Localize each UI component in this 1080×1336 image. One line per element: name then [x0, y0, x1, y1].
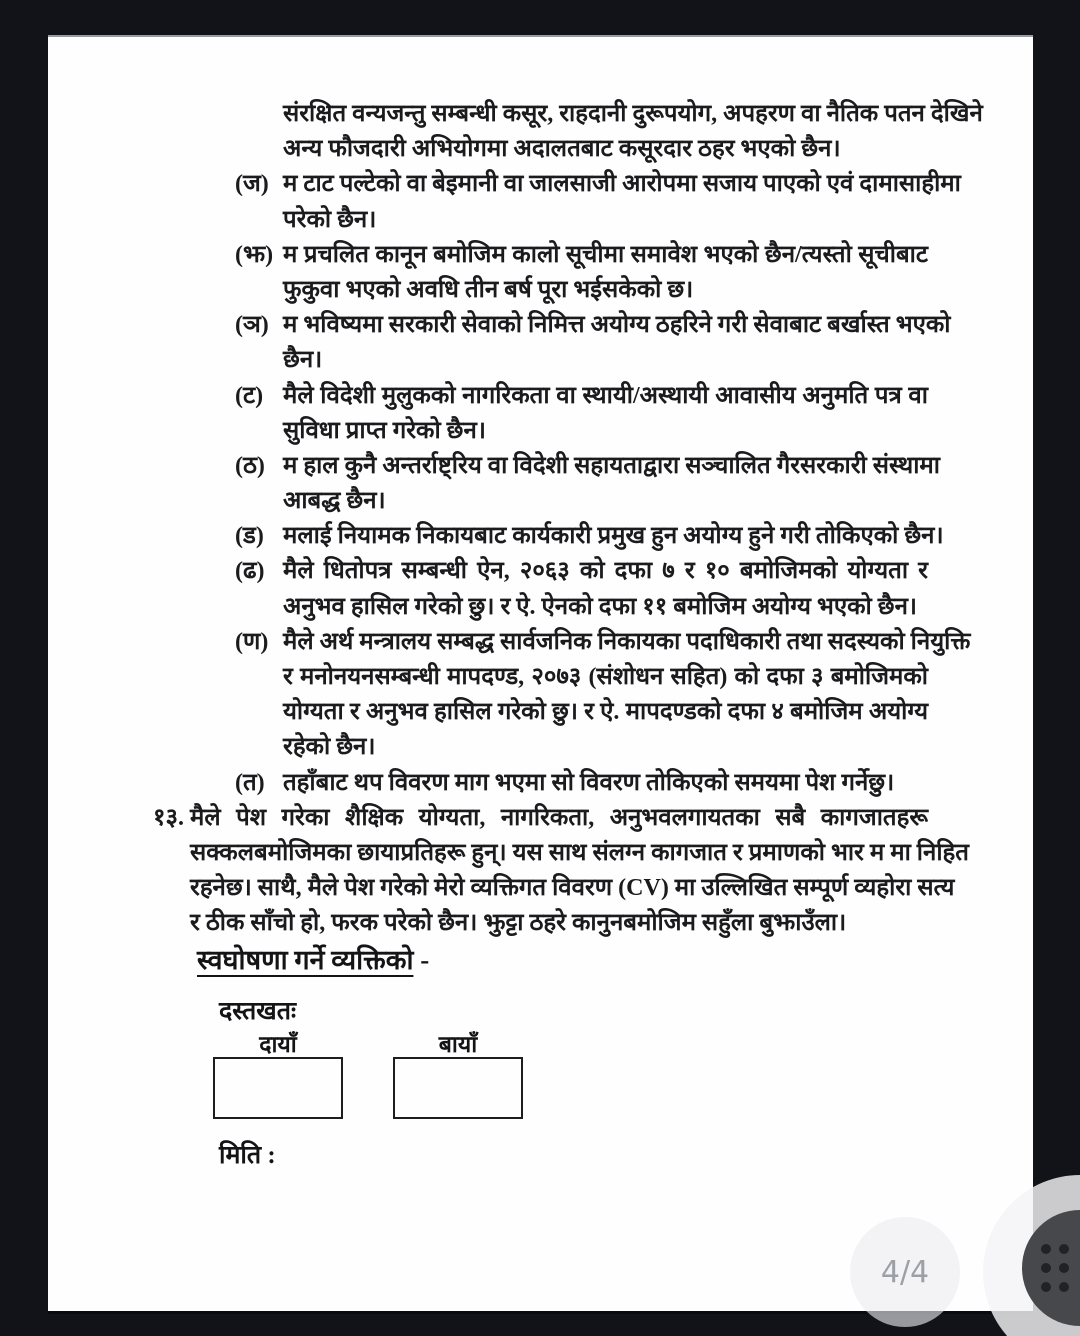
left-thumb-box [393, 1057, 523, 1119]
document-line: अनुभव हासिल गरेको छु। र ऐ. ऐनको दफा ११ बमोजिम अयोग्य भएको छैन। [283, 593, 918, 620]
page-indicator-badge [850, 1217, 960, 1327]
document-line: रहेको छैन। [283, 734, 376, 761]
document-line: (ण) मैले अर्थ मन्त्रालय सम्बद्ध सार्वजनिक निकायका पदाधिकारी तथा सदस्यको नियुक्ति [283, 625, 928, 660]
document-line: आबद्ध छैन। [283, 488, 386, 515]
document-lines [153, 97, 983, 942]
document-line: रहनेछ। साथै, मैले पेश गरेको मेरो व्यक्तिगत विवरण (CV) मा उल्लिखित सम्पूर्ण व्यहोरा सत्य [190, 875, 955, 902]
document-line: (ठ) म हाल कुनै अन्तर्राष्ट्रिय वा विदेशी सहायताद्वारा सञ्चालित गैरसरकारी संस्थामा [283, 449, 928, 484]
item-label: १३. [153, 804, 184, 831]
document-line: फुकुवा भएको अवधि तीन बर्ष पूरा भईसकेको छ। [283, 276, 694, 303]
document-line: (ज) म टाट पल्टेको वा बेइमानी वा जालसाजी आरोपमा सजाय पाएको एवं दामासाहीमा [283, 167, 928, 202]
document-line: १३. मैले पेश गरेका शैक्षिक योग्यता, नागरिकता, अनुभवलगायतका सबै कागजातहरू [190, 801, 928, 836]
item-label: (ड) [235, 523, 264, 550]
item-label: (ज) [235, 171, 269, 198]
declaration-heading-dash: - [420, 945, 430, 975]
document-line: छैन। [283, 347, 323, 374]
item-label: (त) [235, 769, 265, 796]
right-thumb-label: दायाँ [259, 1032, 297, 1057]
item-label: (ट) [235, 382, 264, 409]
document-line: अन्य फौजदारी अभियोगमा अदालतबाट कसूरदार ठहर भएको छैन। [283, 136, 841, 163]
item-label: (ण) [235, 628, 269, 655]
document-line: (ड) मलाई नियामक निकायबाट कार्यकारी प्रमुख हुन अयोग्य हुने गरी तोकिएको छैन। [283, 519, 928, 554]
document-line: (ढ) मैले धितोपत्र सम्बन्धी ऐन, २०६३ को दफा ७ र १० बमोजिमको योग्यता र [283, 554, 928, 589]
signature-caption: दस्तखतः [219, 998, 297, 1025]
document-line: सक्कलबमोजिमका छायाप्रतिहरू हुन्। यस साथ संलग्न कागजात र प्रमाणको भार म मा निहित [190, 839, 969, 866]
document-line: परेको छैन। [283, 206, 377, 233]
item-label: (झ) [235, 241, 274, 268]
date-label: मिति : [219, 1142, 276, 1169]
document-line: (झ) म प्रचलित कानून बमोजिम कालो सूचीमा समावेश भएको छैन/त्यस्तो सूचीबाट [283, 238, 928, 273]
document-line: (ञ) म भविष्यमा सरकारी सेवाको निमित्त अयोग्य ठहरिने गरी सेवाबाट बर्खास्त भएको [283, 308, 928, 343]
item-label: (ञ) [235, 312, 269, 339]
document-line: सुविधा प्राप्त गरेको छैन। [283, 417, 486, 444]
document-line: योग्यता र अनुभव हासिल गरेको छु। र ऐ. मापदण्डको दफा ४ बमोजिम अयोग्य [283, 699, 928, 726]
page-indicator-text: 4/4 [880, 1254, 930, 1290]
left-thumb-label: बायाँ [438, 1032, 478, 1057]
right-thumb-box [213, 1057, 343, 1119]
document-line: (ट) मैले विदेशी मुलुकको नागरिकता वा स्थायी/अस्थायी आवासीय अनुमति पत्र वा [283, 379, 928, 414]
document-line: र ठीक साँचो हो, फरक परेको छैन। झुट्टा ठहरे कानुनबमोजिम सहुँला बुझाउँला। [190, 910, 847, 937]
item-label: (ढ) [235, 558, 265, 585]
document-page [48, 35, 1033, 1311]
declaration-heading-text: स्वघोषणा गर्ने व्यक्तिको [197, 945, 414, 975]
document-line: (त) तहाँबाट थप विवरण माग भएमा सो विवरण तोकिएको समयमा पेश गर्नेछु। [283, 766, 928, 801]
document-line: संरक्षित वन्यजन्तु सम्बन्धी कसूर, राहदानी दुरूपयोग, अपहरण वा नैतिक पतन देखिने [283, 101, 983, 127]
declaration-heading [197, 940, 429, 977]
document-line: र मनोनयनसम्बन्धी मापदण्ड, २०७३ (संशोधन सहित) को दफा ३ बमोजिमको [283, 664, 928, 690]
drag-handle-icon [1041, 1244, 1069, 1292]
item-label: (ठ) [235, 452, 265, 479]
